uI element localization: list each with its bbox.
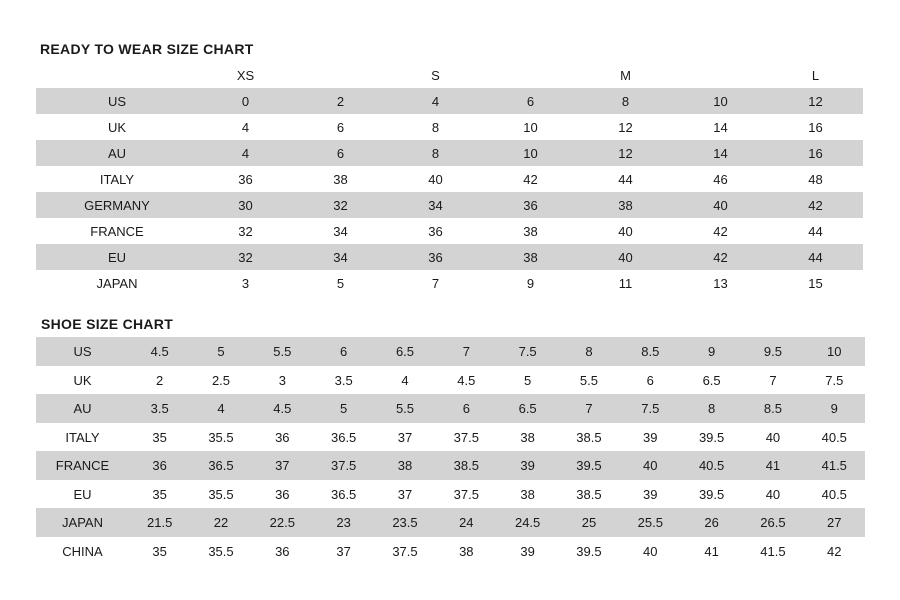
- table-cell: 9: [681, 337, 742, 366]
- row-label: US: [36, 337, 129, 366]
- table-cell: 14: [713, 119, 728, 135]
- table-cell: 5: [190, 337, 251, 366]
- table-cell: 42: [523, 171, 538, 187]
- row-label: FRANCE: [36, 451, 129, 480]
- table-cell: 39.5: [698, 486, 725, 502]
- table-cell: 7: [436, 337, 497, 366]
- table-cell: 6: [313, 337, 374, 366]
- table-cell: 36: [275, 429, 290, 445]
- table-cell: 36: [275, 543, 290, 559]
- table-cell: 41: [742, 451, 803, 480]
- table-cell: 12: [768, 88, 863, 114]
- table-cell: 5: [524, 372, 532, 388]
- table-cell: 26.5: [742, 508, 803, 537]
- table-cell: 35.5: [208, 486, 234, 502]
- table-cell: 38.5: [436, 451, 497, 480]
- table-cell: 10: [523, 119, 538, 135]
- table-cell: 22: [190, 508, 251, 537]
- table-cell: 37.5: [313, 451, 374, 480]
- table-cell: 41.5: [804, 451, 865, 480]
- table-cell: 3.5: [129, 394, 190, 423]
- table-cell: 4: [401, 372, 409, 388]
- table-cell: 4.5: [457, 372, 476, 388]
- table-cell: 44: [618, 171, 633, 187]
- table-cell: 36: [388, 244, 483, 270]
- table-cell: 36: [428, 223, 443, 239]
- row-label: FRANCE: [90, 223, 144, 239]
- table-cell: 40: [578, 244, 673, 270]
- table-cell: 37: [397, 486, 413, 502]
- table-cell: 12: [578, 140, 673, 166]
- table-cell: 40.5: [681, 451, 742, 480]
- table-cell: 48: [808, 171, 823, 187]
- table-cell: 38: [520, 486, 535, 502]
- table-cell: 9: [526, 275, 535, 291]
- size-header-cell: L: [811, 67, 820, 83]
- table-cell: 3: [278, 372, 286, 388]
- table-cell: 7: [769, 372, 777, 388]
- table-cell: 38: [374, 451, 435, 480]
- ready-to-wear-title: READY TO WEAR SIZE CHART: [40, 41, 254, 57]
- table-cell: 6: [483, 88, 578, 114]
- table-cell: 38: [523, 223, 538, 239]
- table-cell: 36.5: [190, 451, 251, 480]
- row-label: JAPAN: [36, 508, 129, 537]
- shoe-size-table: [36, 337, 865, 565]
- table-cell: 40: [765, 429, 781, 445]
- table-cell: 8.5: [742, 394, 803, 423]
- table-cell: 2: [293, 88, 388, 114]
- table-cell: 9.5: [742, 337, 803, 366]
- table-cell: 40: [428, 171, 443, 187]
- ready-to-wear-size-table: [36, 62, 863, 296]
- table-cell: 39: [643, 486, 658, 502]
- shoe-size-title: SHOE SIZE CHART: [41, 316, 174, 332]
- table-cell: 24: [436, 508, 497, 537]
- table-cell: 8: [388, 140, 483, 166]
- table-cell: 6.5: [497, 394, 558, 423]
- table-cell: 36.5: [330, 486, 357, 502]
- row-label: EU: [36, 244, 198, 270]
- table-cell: 11: [618, 275, 633, 291]
- row-label: JAPAN: [96, 275, 138, 291]
- table-cell: 9: [804, 394, 865, 423]
- table-cell: 8: [431, 119, 440, 135]
- table-cell: 36.5: [330, 429, 357, 445]
- table-cell: 4: [241, 119, 250, 135]
- table-cell: 44: [808, 223, 823, 239]
- table-cell: 40: [765, 486, 781, 502]
- table-cell: 5.5: [374, 394, 435, 423]
- table-cell: 38: [520, 429, 535, 445]
- table-cell: 16: [808, 119, 823, 135]
- table-cell: 38.5: [576, 486, 602, 502]
- table-cell: 24.5: [497, 508, 558, 537]
- table-cell: 10: [673, 88, 768, 114]
- table-cell: 36: [129, 451, 190, 480]
- size-header-cell: S: [431, 67, 440, 83]
- table-cell: 42: [713, 223, 728, 239]
- table-cell: 7: [431, 275, 440, 291]
- table-cell: 36: [238, 171, 253, 187]
- table-cell: 40.5: [821, 486, 847, 502]
- table-cell: 4: [388, 88, 483, 114]
- table-cell: 4.5: [252, 394, 313, 423]
- table-cell: 21.5: [129, 508, 190, 537]
- table-cell: 39: [643, 429, 658, 445]
- table-cell: 41.5: [760, 543, 786, 559]
- row-label: UK: [107, 119, 127, 135]
- table-cell: 27: [804, 508, 865, 537]
- table-cell: 37.5: [392, 543, 418, 559]
- table-cell: 25.5: [620, 508, 681, 537]
- table-cell: 23.5: [374, 508, 435, 537]
- table-cell: 39: [520, 543, 535, 559]
- table-cell: 5: [313, 394, 374, 423]
- row-label: ITALY: [99, 171, 135, 187]
- table-cell: 38: [333, 171, 348, 187]
- table-cell: 40: [620, 451, 681, 480]
- table-cell: 37: [252, 451, 313, 480]
- row-label: AU: [36, 394, 129, 423]
- table-cell: 36: [483, 192, 578, 218]
- table-cell: 23: [313, 508, 374, 537]
- table-cell: 16: [768, 140, 863, 166]
- table-cell: 46: [713, 171, 728, 187]
- table-cell: 30: [198, 192, 293, 218]
- table-cell: 25: [558, 508, 619, 537]
- table-cell: 8: [558, 337, 619, 366]
- table-cell: 3.5: [334, 372, 353, 388]
- table-cell: 7.5: [825, 372, 844, 388]
- table-cell: 38: [459, 543, 474, 559]
- table-cell: 38: [578, 192, 673, 218]
- table-cell: 42: [673, 244, 768, 270]
- row-label: UK: [73, 372, 92, 388]
- size-header-corner: [36, 62, 198, 88]
- table-cell: 12: [618, 119, 633, 135]
- table-cell: 6: [436, 394, 497, 423]
- row-label: GERMANY: [36, 192, 198, 218]
- table-cell: 32: [198, 244, 293, 270]
- size-header-cell: XS: [236, 67, 255, 83]
- table-cell: 37.5: [453, 486, 479, 502]
- row-label: AU: [36, 140, 198, 166]
- table-cell: 40: [643, 543, 658, 559]
- table-cell: 35: [152, 486, 167, 502]
- table-cell: 42: [827, 543, 842, 559]
- table-cell: 40.5: [821, 429, 847, 445]
- table-cell: 38.5: [576, 429, 602, 445]
- table-cell: 35.5: [208, 543, 234, 559]
- table-cell: 7.5: [497, 337, 558, 366]
- table-cell: 39.5: [698, 429, 725, 445]
- table-cell: 7: [558, 394, 619, 423]
- table-cell: 35.5: [208, 429, 234, 445]
- table-cell: 37: [397, 429, 413, 445]
- table-cell: 5.5: [579, 372, 598, 388]
- table-cell: 7.5: [620, 394, 681, 423]
- table-cell: 6.5: [702, 372, 721, 388]
- table-cell: 34: [333, 223, 348, 239]
- table-cell: 36: [275, 486, 290, 502]
- table-cell: 22.5: [252, 508, 313, 537]
- table-cell: 32: [293, 192, 388, 218]
- table-cell: 44: [768, 244, 863, 270]
- row-label: US: [36, 88, 198, 114]
- table-cell: 2.5: [211, 372, 231, 388]
- row-label: ITALY: [65, 429, 100, 445]
- table-cell: 34: [293, 244, 388, 270]
- table-cell: 8.5: [620, 337, 681, 366]
- row-label: EU: [73, 486, 92, 502]
- table-cell: 39.5: [576, 543, 602, 559]
- table-cell: 4: [190, 394, 251, 423]
- table-cell: 6: [293, 140, 388, 166]
- table-cell: 39.5: [558, 451, 619, 480]
- table-cell: 34: [388, 192, 483, 218]
- table-cell: 4.5: [129, 337, 190, 366]
- table-cell: 40: [673, 192, 768, 218]
- table-cell: 8: [578, 88, 673, 114]
- table-cell: 8: [681, 394, 742, 423]
- table-cell: 5.5: [252, 337, 313, 366]
- table-cell: 10: [804, 337, 865, 366]
- table-cell: 42: [768, 192, 863, 218]
- size-header-cell: M: [620, 67, 631, 83]
- table-cell: 6.5: [374, 337, 435, 366]
- table-cell: 37.5: [453, 429, 479, 445]
- row-label: CHINA: [62, 543, 103, 559]
- table-cell: 5: [336, 275, 345, 291]
- table-cell: 35: [152, 429, 167, 445]
- table-cell: 26: [681, 508, 742, 537]
- table-cell: 3: [241, 275, 250, 291]
- table-cell: 40: [618, 223, 633, 239]
- table-cell: 15: [808, 275, 823, 291]
- table-cell: 6: [646, 372, 654, 388]
- table-cell: 37: [336, 543, 351, 559]
- table-cell: 2: [156, 372, 164, 388]
- size-header-cell: [483, 62, 578, 88]
- table-cell: 35: [152, 543, 167, 559]
- table-cell: 13: [713, 275, 728, 291]
- table-cell: 0: [198, 88, 293, 114]
- table-cell: 10: [483, 140, 578, 166]
- table-cell: 39: [497, 451, 558, 480]
- table-cell: 32: [238, 223, 253, 239]
- table-cell: 4: [198, 140, 293, 166]
- size-header-cell: [293, 62, 388, 88]
- table-cell: 41: [704, 543, 719, 559]
- table-cell: 14: [673, 140, 768, 166]
- table-cell: 6: [336, 119, 345, 135]
- table-cell: 38: [483, 244, 578, 270]
- size-header-cell: [673, 62, 768, 88]
